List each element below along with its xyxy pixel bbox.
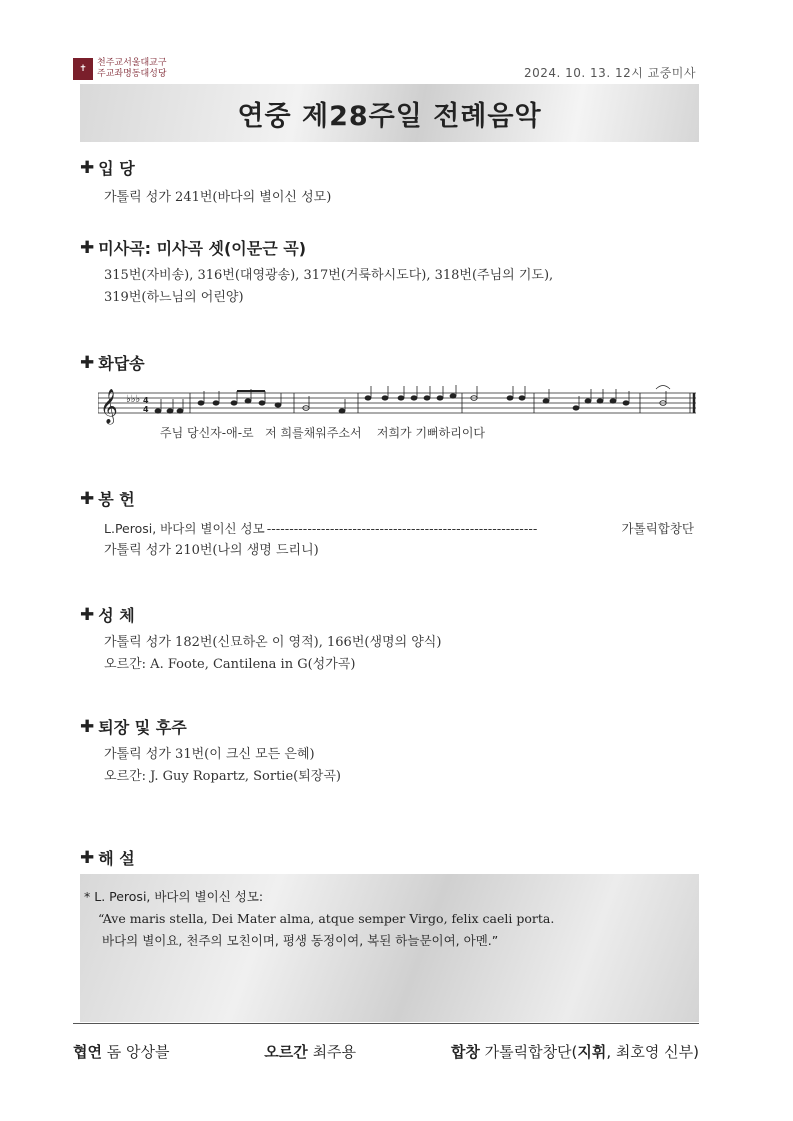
credit-value: 가톨릭합창단( [484,1043,578,1061]
communion-hymns: 가톨릭 성가 182번(신묘하온 이 영적), 166번(생명의 양식) [104,635,442,650]
mass-line-1: 315번(자비송), 316번(대영광송), 317번(거룩하시도다), 318번(주님의 기도), [104,268,554,283]
credit-value: 돔 앙상블 [106,1043,170,1061]
cross-bullet-icon: ✚ [80,157,95,178]
offertory-performer: 가톨릭합창단 [621,521,694,536]
notes-box [80,874,699,1022]
heading-text: 해 설 [98,849,135,868]
mass-line-2: 319번(하느님의 어린양) [104,290,244,305]
section-entrance [80,156,331,209]
footer-divider [73,1023,699,1024]
logo-line1: 천주교서울대교구 [97,58,167,68]
psalm-music-staff [98,385,698,451]
section-heading [80,603,441,626]
section-heading [80,156,331,179]
heading-text: 미사곡: 미사곡 셋(이문근 곡) [98,239,307,258]
cross-bullet-icon: ✚ [80,847,95,868]
entrance-hymn: 가톨릭 성가 241번(바다의 별이신 성모) [104,190,332,205]
music-staff-svg [98,385,698,447]
cross-bullet-icon: ✚ [80,352,95,373]
communion-organ: 오르간: A. Foote, Cantilena in G(성가곡) [104,657,356,672]
cross-bullet-icon: ✚ [80,488,95,509]
credit-label: 오르간 [264,1043,308,1061]
credit-label: 합창 [450,1043,480,1061]
section-heading [80,236,553,259]
section-recessional [80,715,341,788]
svg-text:4: 4 [143,405,149,414]
notes-korean: 바다의 별이요, 천주의 모친이며, 평생 동정이여, 복된 하늘문이여, 아멘.” [102,933,499,948]
heading-text: 입 당 [98,159,135,178]
offertory-piece: L.Perosi, 바다의 별이신 성모 [104,521,265,536]
conductor-label: 지휘 [577,1043,607,1061]
section-mass [80,236,553,309]
heading-text: 퇴장 및 후주 [98,718,187,737]
page-title: 연중 제28주일 전례음악 [237,100,542,132]
section-heading [80,715,341,738]
section-notes [80,846,135,869]
footer-credits [73,1041,699,1062]
logo-line2: 주교좌명동대성당 [97,69,167,79]
section-heading [80,846,135,869]
cross-bullet-icon: ✚ [80,604,95,625]
credit-value: 최주용 [312,1043,357,1061]
cross-bullet-icon: ✚ [80,237,95,258]
cathedral-emblem-icon: ✝ [73,58,93,80]
section-heading [80,487,694,510]
recessional-organ: 오르간: J. Guy Ropartz, Sortie(퇴장곡) [104,769,341,784]
credit-choir [451,1041,699,1062]
svg-text:4: 4 [143,396,149,405]
svg-text:𝄞: 𝄞 [100,389,118,424]
logo-text [97,58,167,80]
notes-latin: “Ave maris stella, Dei Mater alma, atque semper Virgo, felix caeli porta. [98,911,555,926]
svg-text:♭♭♭: ♭♭♭ [126,394,141,405]
credit-organ [264,1041,356,1062]
cathedral-logo [73,58,167,80]
section-offertory [80,487,694,562]
credit-label: 협연 [73,1043,102,1061]
recessional-hymn: 가톨릭 성가 31번(이 크신 모든 은혜) [104,747,315,762]
dash-leader: ------------------------------------------------------------ [266,521,538,536]
credit-value: , 최호영 신부) [606,1043,699,1061]
title-banner [80,84,699,142]
notes-item-title: * L. Perosi, 바다의 별이신 성모: [84,889,264,904]
psalm-lyrics: 주님 당신자-애-로 저 희를채워주소서 저희가 기뻐하리이다 [160,426,486,440]
credit-accompaniment [73,1041,170,1062]
offertory-hymn: 가톨릭 성가 210번(나의 생명 드리니) [104,543,319,558]
heading-text: 성 체 [98,606,135,625]
section-heading [80,351,145,374]
offertory-choir-line [80,518,694,540]
heading-text: 봉 헌 [98,490,135,509]
section-communion [80,603,441,676]
section-psalm [80,351,145,374]
cross-bullet-icon: ✚ [80,716,95,737]
mass-date: 2024. 10. 13. 12시 교중미사 [523,66,696,80]
heading-text: 화답송 [98,354,145,373]
